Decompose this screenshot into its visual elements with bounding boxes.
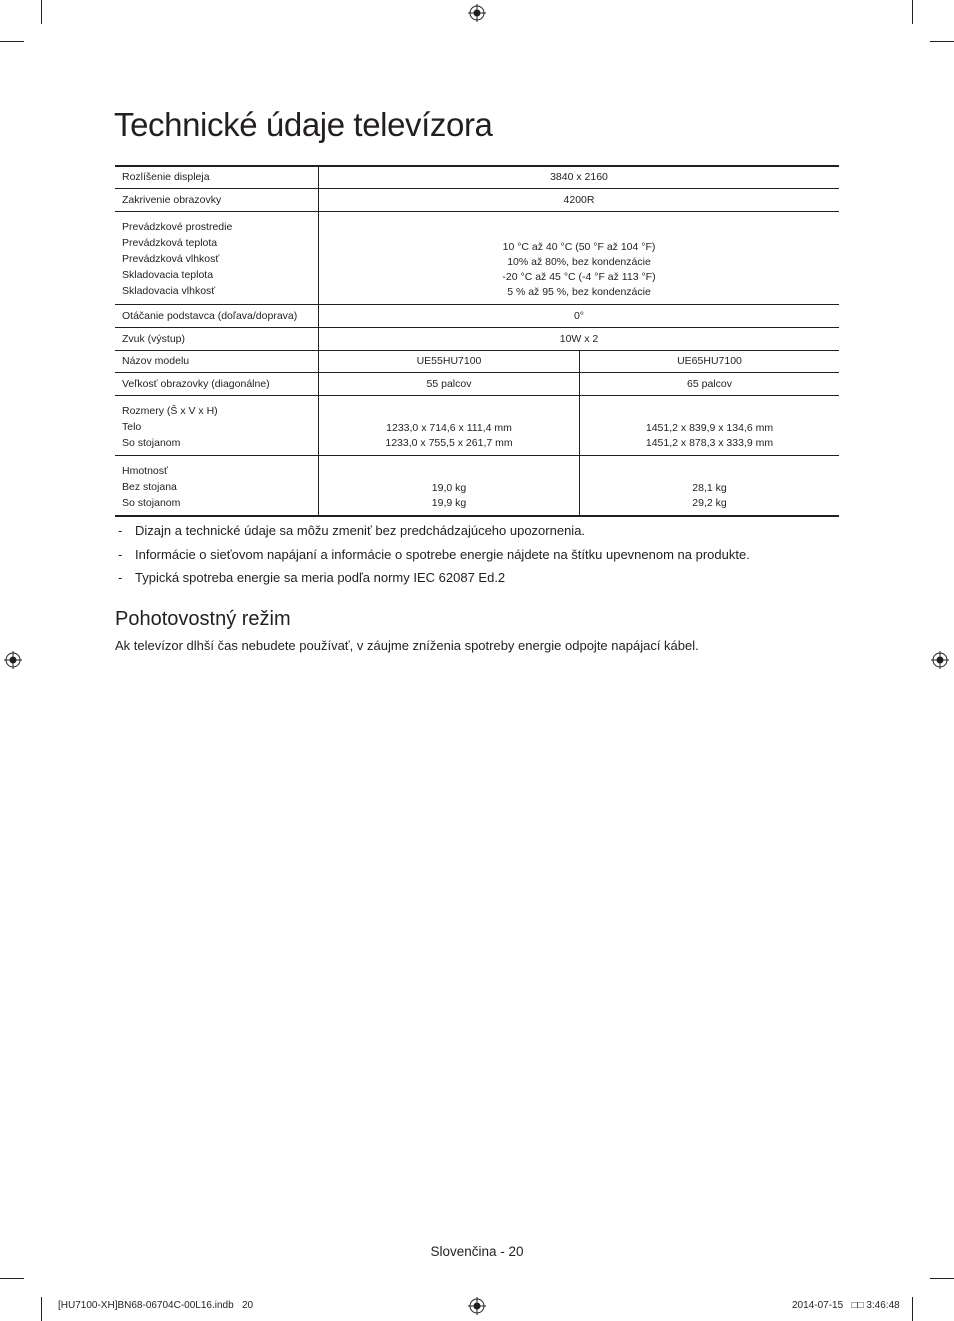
spec-label: Otáčanie podstavca (doľava/doprava): [115, 304, 319, 327]
spec-value-group: [319, 211, 840, 304]
spec-label: Telo: [122, 420, 142, 433]
spec-value: 55 palcov: [319, 372, 580, 395]
spec-value: 5 % až 95 %, bez kondenzácie: [507, 285, 651, 298]
spec-value-group: [319, 395, 580, 455]
dash-bullet: -: [118, 523, 123, 538]
note-text: Typická spotreba energie sa meria podľa normy IEC 62087 Ed.2: [135, 570, 506, 585]
spec-label: Skladovacia vlhkosť: [122, 284, 216, 297]
table-row: [115, 372, 839, 395]
standby-text: Ak televízor dlhší čas nebudete používať, v záujme zníženia spotreby energie odpojte napájací kábel.: [115, 638, 699, 653]
note-text: Informácie o sieťovom napájaní a informácie o spotrebe energie nájdete na štítku upevnenom na produkte.: [135, 546, 750, 562]
spec-label: Hmotnosť: [122, 464, 168, 477]
spec-label-group: [115, 455, 319, 516]
list-item: [115, 546, 750, 570]
crop-mark-top-right-h: [930, 41, 954, 42]
table-row: [115, 211, 839, 304]
crop-mark-bottom-right-h: [930, 1278, 954, 1279]
spec-value: 4200R: [319, 188, 840, 211]
list-item: [115, 522, 750, 546]
table-row: [115, 455, 839, 516]
spec-label: Zvuk (výstup): [115, 327, 319, 350]
spec-value: 19,9 kg: [431, 496, 467, 509]
spec-value: 0°: [319, 304, 840, 327]
spec-label-group: [115, 395, 319, 455]
crop-mark-bottom-left-h: [0, 1278, 24, 1279]
spec-label: Veľkosť obrazovky (diagonálne): [115, 372, 319, 395]
spec-label: Skladovacia teplota: [122, 268, 214, 281]
dash-bullet: -: [118, 546, 123, 562]
table-row: [115, 304, 839, 327]
spec-label: So stojanom: [122, 436, 181, 449]
spec-table: [115, 165, 839, 517]
footer-file: [HU7100-XH]BN68-06704C-00L16.indb 20: [58, 1300, 254, 1311]
spec-value: 10 °C až 40 °C (50 °F až 104 °F): [502, 240, 656, 253]
spec-label-group: [115, 211, 319, 304]
spec-value-group: [580, 455, 840, 516]
spec-value: 3840 x 2160: [319, 166, 840, 188]
dash-bullet: -: [118, 570, 123, 585]
spec-value-group: [580, 395, 840, 455]
spec-label: Prevádzková vlhkosť: [122, 252, 220, 265]
list-item: [115, 569, 750, 593]
spec-value: 1233,0 x 714,6 x 111,4 mm: [386, 421, 512, 434]
table-row: [115, 166, 839, 188]
spec-value: 29,2 kg: [692, 496, 727, 509]
notes-list: [115, 522, 750, 593]
spec-label: Prevádzková teplota: [122, 236, 218, 249]
spec-value-group: [319, 455, 580, 516]
note-text: Dizajn a technické údaje sa môžu zmeniť bez predchádzajúceho upozornenia.: [135, 523, 586, 538]
spec-label: Názov modelu: [115, 350, 319, 372]
spec-value: UE65HU7100: [580, 350, 840, 372]
crosshair-target-icon: [468, 4, 486, 22]
crop-mark-top-left-v: [41, 0, 42, 24]
spec-value: 65 palcov: [580, 372, 840, 395]
spec-value: 19,0 kg: [431, 481, 467, 494]
spec-value: UE55HU7100: [319, 350, 580, 372]
crop-mark-bottom-right-v: [912, 1297, 913, 1321]
spec-label: Bez stojana: [122, 480, 177, 493]
crosshair-target-icon: [931, 651, 949, 669]
spec-label: Rozmery (Š x V x H): [122, 404, 218, 417]
standby-heading: Pohotovostný režim: [115, 608, 291, 630]
crosshair-target-icon: [468, 1297, 486, 1315]
spec-label: Prevádzkové prostredie: [122, 220, 233, 233]
spec-value: 1451,2 x 839,9 x 134,6 mm: [645, 421, 774, 434]
spec-label: Rozlíšenie displeja: [122, 171, 210, 184]
page-title: Technické údaje televízora: [114, 106, 493, 143]
spec-value: 28,1 kg: [692, 481, 727, 494]
page-number: Slovenčina - 20: [430, 1244, 524, 1259]
spec-value: -20 °C až 45 °C (-4 °F až 113 °F): [502, 270, 656, 283]
spec-value: 1451,2 x 878,3 x 333,9 mm: [645, 436, 774, 449]
footer-timestamp: 2014-07-15 □□ 3:46:48: [792, 1300, 900, 1311]
spec-label: So stojanom: [122, 496, 181, 509]
spec-label: Zakrivenie obrazovky: [115, 188, 319, 211]
table-row: [115, 327, 839, 350]
table-row: [115, 350, 839, 372]
spec-value: 10W x 2: [319, 327, 840, 350]
crosshair-target-icon: [4, 651, 22, 669]
crop-mark-bottom-left-v: [41, 1297, 42, 1321]
crop-mark-top-left-h: [0, 41, 24, 42]
spec-value: 10% až 80%, bez kondenzácie: [507, 255, 651, 268]
crop-mark-top-right-v: [912, 0, 913, 24]
table-row: [115, 395, 839, 455]
spec-value: 1233,0 x 755,5 x 261,7 mm: [385, 436, 513, 449]
table-row: [115, 188, 839, 211]
